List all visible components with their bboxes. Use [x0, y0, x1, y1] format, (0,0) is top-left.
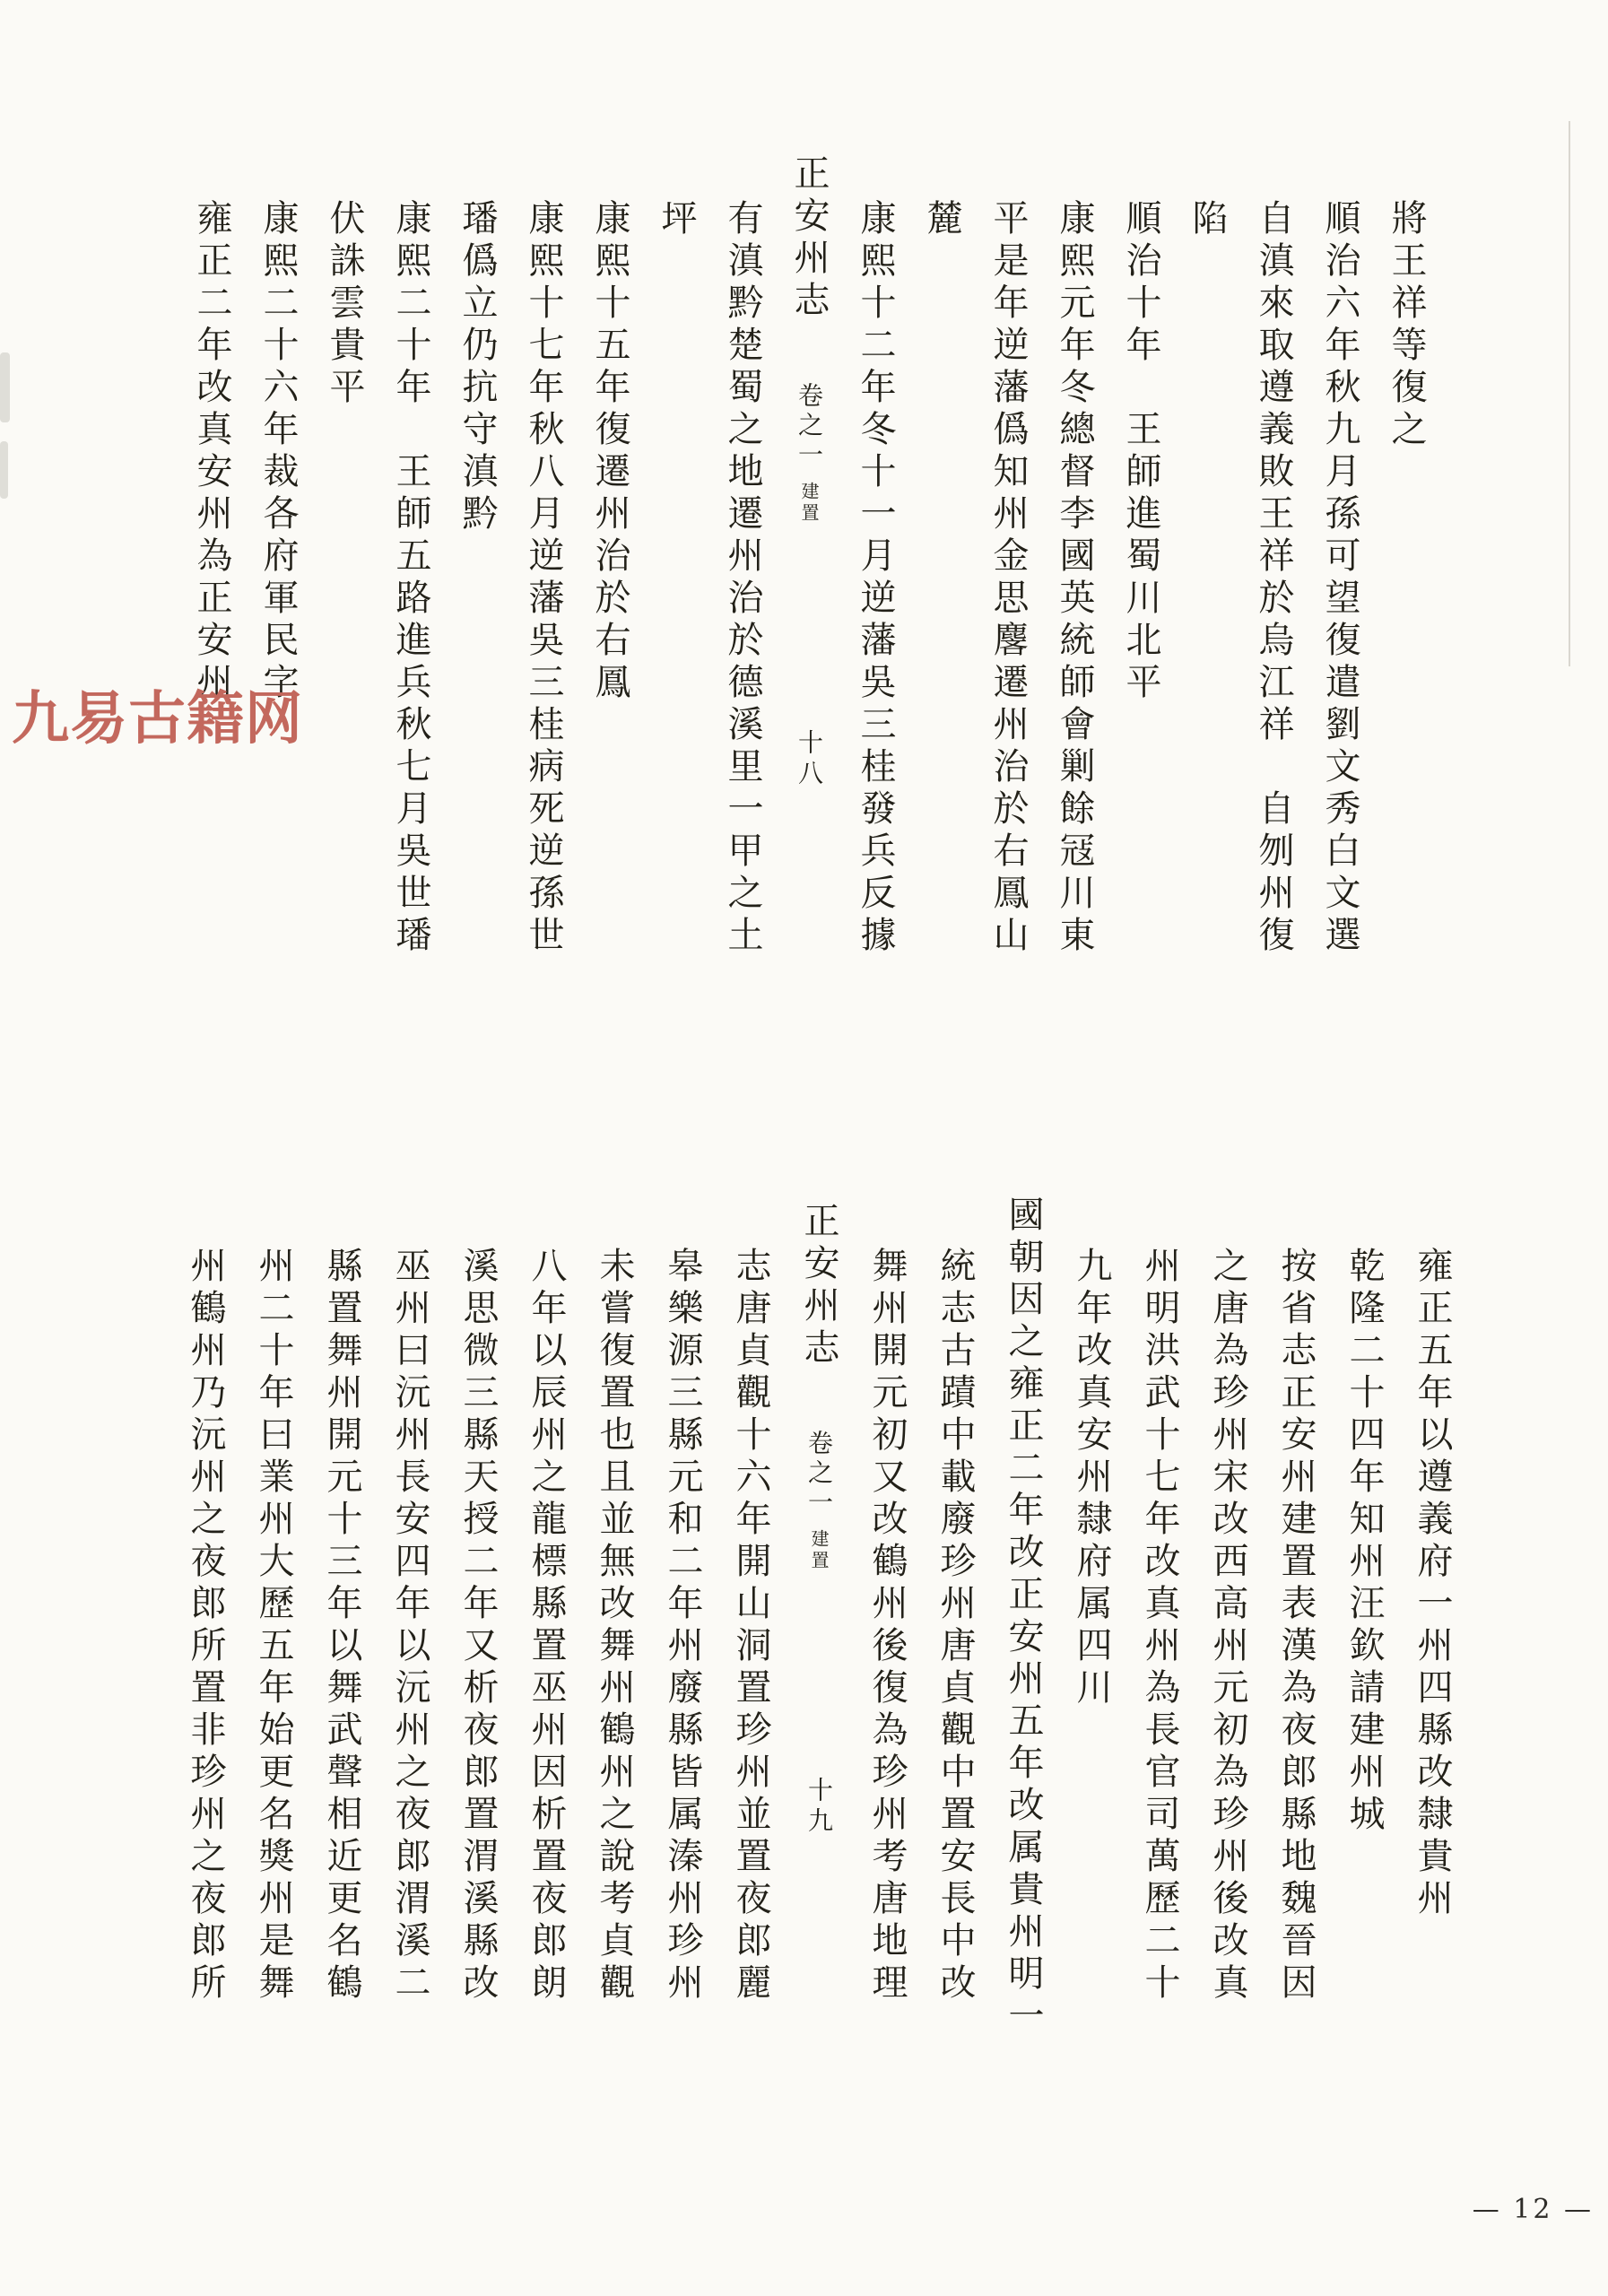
text-column: 皋樂源三縣元和二年州廢縣皆属溱州珍州 — [662, 1247, 703, 2005]
text-column: 溪思微三縣天授二年又析夜郎置渭溪縣改 — [457, 1247, 499, 2005]
banxin-column — [776, 154, 842, 944]
leaf-folio-19 — [171, 1196, 1466, 2099]
text-column: 按省志正安州建置表漢為夜郎縣地魏晉因 — [1275, 1247, 1317, 2005]
text-column: 縣置舞州開元十三年以舞武聲相近更名鶴 — [321, 1247, 362, 2005]
text-column: 雍正五年以遵義府一州四縣改隸貴州 — [1412, 1247, 1453, 1921]
text-column: 國朝因之雍正二年改正安州五年改属貴州明一 — [1003, 1196, 1044, 2039]
page-number: — 12 — — [1472, 2194, 1594, 2225]
text-column: 康熙二十六年裁各府軍民字 — [257, 199, 299, 705]
text-column: 八年以辰州之龍標縣置巫州因析置夜郎朗 — [526, 1247, 567, 2005]
banxin-folio: 十八 — [795, 729, 824, 790]
text-column: 州鶴州乃沅州之夜郎所置非珍州之夜郎所 — [185, 1247, 226, 2005]
text-column: 統志古蹟中載廢珍州唐貞觀中置安長中改 — [934, 1247, 976, 2005]
watermark-text: 九易古籍网 — [12, 686, 303, 752]
scan-smudge — [0, 352, 10, 422]
text-column: 康熙十五年復遷州治於右鳳 — [589, 199, 630, 705]
banxin-juan: 卷之一 — [804, 1430, 834, 1518]
text-column: 麓 — [921, 199, 962, 241]
banxin-section: 建置 — [798, 482, 820, 525]
banxin-section: 建置 — [808, 1529, 830, 1572]
text-column: 州明洪武十七年改真州為長官司萬歷二十 — [1139, 1247, 1180, 2005]
banxin-title: 正安州志 — [788, 154, 830, 323]
text-column: 坪 — [656, 199, 697, 241]
text-column: 順治六年秋九月孫可望復遣劉文秀白文選 — [1319, 199, 1360, 958]
text-column: 乾隆二十四年知州汪欽請建州城 — [1343, 1247, 1385, 1837]
text-column: 九年改真安州隸府属四川 — [1071, 1247, 1112, 1710]
banxin-juan: 卷之一 — [795, 382, 824, 471]
banxin-column — [785, 1202, 853, 2054]
text-column: 有滇黔楚蜀之地遷州治於德溪里一甲之土 — [722, 199, 763, 958]
text-column: 平是年逆藩僞知州金思麐遷州治於右鳳山 — [987, 199, 1029, 958]
text-column: 康熙二十年 王師五路進兵秋七月吳世璠 — [390, 199, 431, 958]
text-column: 康熙十七年秋八月逆藩吳三桂病死逆孫世 — [523, 199, 564, 958]
banxin-folio: 十九 — [804, 1777, 834, 1838]
text-column: 雍正二年改真安州為正安州 — [191, 199, 232, 705]
banxin-title: 正安州志 — [798, 1202, 839, 1370]
text-column: 志唐貞觀十六年開山洞置珍州並置夜郎麗 — [730, 1247, 771, 2005]
text-column: 康熙元年冬總督李國英統師會剿餘冦川東 — [1054, 199, 1095, 958]
text-column: 伏誅雲貴平 — [324, 199, 365, 410]
leaf-folio-18 — [178, 154, 1439, 988]
text-column: 陷 — [1186, 199, 1228, 241]
scan-smudge — [0, 441, 8, 499]
text-column: 之唐為珍州宋改西高州元初為珍州後改真 — [1207, 1247, 1248, 2005]
text-column: 將王祥等復之 — [1386, 199, 1427, 452]
text-column: 舞州開元初又改鶴州後復為珍州考唐地理 — [866, 1247, 908, 2005]
text-column: 順治十年 王師進蜀川北平 — [1120, 199, 1161, 705]
text-column: 州二十年曰業州大歷五年始更名獎州是舞 — [253, 1247, 294, 2005]
scan-edge-artifact — [1569, 121, 1570, 666]
text-column: 自滇來取遵義敗王祥於烏江祥 自刎州復 — [1253, 199, 1294, 958]
text-column: 璠僞立仍抗守滇黔 — [456, 199, 498, 536]
text-column: 巫州曰沅州長安四年以沅州之夜郎渭溪二 — [389, 1247, 430, 2005]
text-column: 康熙十二年冬十一月逆藩吳三桂發兵反據 — [855, 199, 896, 958]
text-column: 未嘗復置也且並無改舞州鶴州之說考貞觀 — [594, 1247, 635, 2005]
